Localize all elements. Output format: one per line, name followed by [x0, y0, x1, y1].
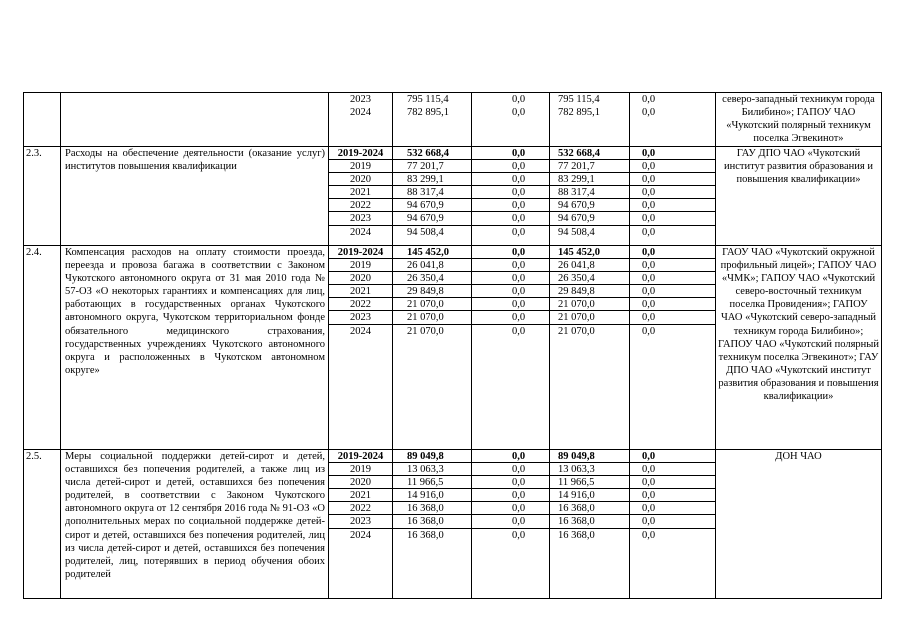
value-text: 0,0 — [472, 246, 549, 259]
table-row — [24, 450, 882, 599]
year-label: 2023 — [329, 212, 392, 225]
value-text: 14 916,0 — [393, 489, 471, 502]
executor-cell: северо-западный техникум города Билибино»; ГАПОУ ЧАО «Чукотский полярный техникум поселка Эгвекинот» — [716, 93, 882, 147]
item-name: Меры социальной поддержки детей-сирот и детей, оставшихся без попечения родителей, а также лиц из числа детей-сирот и детей, оставшихся без попечения родителей, в соответствии с Законом Чукотского автономного округа от 12 сентября 2016 года № 91-ОЗ «О дополнительных мерах по социальной поддержке детей-сирот и детей, оставшихся без попечения родителей, лиц из числа детей-сирот и детей, оставшихся без попечения родителей, лиц, потерявших в период обучения обоих родителей — [61, 450, 329, 599]
value-text: 795 115,4 — [407, 94, 449, 105]
value-text: 26 350,4 — [550, 272, 629, 285]
value-text: 0,0 — [630, 476, 715, 489]
value-text: 16 368,0 — [407, 529, 444, 541]
value-text: 0,0 — [630, 259, 715, 272]
year-cell — [329, 147, 393, 246]
value-text: 0,0 — [472, 186, 549, 199]
value-text: 16 368,0 — [558, 529, 595, 541]
table-body — [24, 93, 882, 599]
year-label: 2019 — [329, 160, 392, 173]
item-number: 2.3. — [24, 147, 61, 246]
value-text: 83 299,1 — [550, 173, 629, 186]
value-text: 0,0 — [472, 173, 549, 186]
value-text: 88 317,4 — [550, 186, 629, 199]
value-text: 782 895,1 — [558, 107, 600, 119]
federal-value-cell — [472, 246, 550, 450]
value-text: 0,0 — [472, 147, 549, 160]
year-label: 2023 — [329, 311, 392, 324]
other-value-cell — [630, 450, 716, 599]
value-text: 0,0 — [472, 502, 549, 515]
item-name: Расходы на обеспечение деятельности (оказание услуг) институтов повышения квалификации — [61, 147, 329, 246]
year-label: 2023 — [329, 515, 392, 528]
value-text: 0,0 — [642, 325, 656, 337]
value-text: 16 368,0 — [550, 502, 629, 515]
total-value-cell — [393, 147, 472, 246]
value-text: 29 849,8 — [393, 285, 471, 298]
regional-value-cell — [550, 450, 630, 599]
year-label: 2019 — [329, 463, 392, 476]
value-text: 0,0 — [472, 463, 549, 476]
value-text: 26 041,8 — [550, 259, 629, 272]
table-row — [24, 93, 882, 147]
budget-table — [23, 92, 882, 599]
value-text: 16 368,0 — [550, 515, 629, 528]
year-label: 2022 — [329, 502, 392, 515]
value-text: 0,0 — [642, 529, 656, 541]
federal-value-cell — [472, 93, 550, 147]
value-text: 0,0 — [630, 160, 715, 173]
value-text: 0,0 — [512, 226, 526, 238]
value-text: 145 452,0 — [393, 246, 471, 259]
year-label: 2023 — [350, 94, 371, 105]
value-text: 26 350,4 — [393, 272, 471, 285]
value-text: 0,0 — [472, 272, 549, 285]
value-text: 0,0 — [472, 476, 549, 489]
year-label: 2020 — [329, 272, 392, 285]
value-text: 0,0 — [512, 529, 526, 541]
other-value-cell — [630, 246, 716, 450]
value-text: 94 670,9 — [393, 212, 471, 225]
value-text: 77 201,7 — [393, 160, 471, 173]
other-value-cell — [630, 93, 716, 147]
value-text: 532 668,4 — [550, 147, 629, 160]
regional-value-cell — [550, 246, 630, 450]
item-name: Компенсация расходов на оплату стоимости проезда, переезда и провоза багажа в соответствии с Законом Чукотского автономного округа от 31 мая 2010 года № 57-ОЗ «О некоторых гарантиях и компенсациях для лиц, работающих в государственных органах Чукотского автономного округа, Чукотском территориальном фонде обязательного медицинского страхования, государственных учреждениях Чукотского автономного округа и расположенных в Чукотском автономном округе» — [61, 246, 329, 450]
table-row — [24, 147, 882, 246]
value-text: 21 070,0 — [558, 325, 595, 337]
year-label: 2020 — [329, 173, 392, 186]
value-text: 16 368,0 — [393, 515, 471, 528]
year-label: 2022 — [329, 298, 392, 311]
regional-value-cell — [550, 147, 630, 246]
value-text: 0,0 — [472, 311, 549, 324]
year-cell — [329, 450, 393, 599]
value-text: 0,0 — [630, 515, 715, 528]
value-text: 795 115,4 — [558, 94, 600, 105]
value-text: 21 070,0 — [550, 311, 629, 324]
value-text: 89 049,8 — [393, 450, 471, 463]
value-text: 26 041,8 — [393, 259, 471, 272]
value-text: 0,0 — [630, 463, 715, 476]
value-text: 29 849,8 — [550, 285, 629, 298]
value-text: 0,0 — [512, 94, 526, 105]
value-text: 0,0 — [472, 298, 549, 311]
executor-cell: ДОН ЧАО — [716, 450, 882, 599]
value-text: 13 063,3 — [550, 463, 629, 476]
value-text: 0,0 — [472, 199, 549, 212]
value-text: 0,0 — [630, 212, 715, 225]
federal-value-cell — [472, 147, 550, 246]
year-label: 2024 — [350, 226, 371, 238]
value-text: 89 049,8 — [550, 450, 629, 463]
year-label: 2019 — [329, 259, 392, 272]
value-text: 21 070,0 — [550, 298, 629, 311]
value-text: 94 508,4 — [407, 226, 444, 238]
value-text: 0,0 — [472, 515, 549, 528]
value-text: 0,0 — [512, 107, 526, 119]
value-text: 0,0 — [630, 298, 715, 311]
value-text: 145 452,0 — [550, 246, 629, 259]
value-text: 0,0 — [630, 147, 715, 160]
value-text: 11 966,5 — [393, 476, 471, 489]
value-text: 94 670,9 — [550, 212, 629, 225]
executor-cell: ГАОУ ЧАО «Чукотский окружной профильный лицей»; ГАПОУ ЧАО «ЧМК»; ГАПОУ ЧАО «Чукотский северо-восточный техникум поселка Провидения»; ГАПОУ ЧАО «Чукотский северо-западный техникум города Билибино»; ГАПОУ ЧАО «Чукотский полярный техникум поселка Эгвекинот»; ГАУ ДПО ЧАО «Чукотский институт развития образования и повышения квалификации» — [716, 246, 882, 450]
federal-value-cell — [472, 450, 550, 599]
year-cell — [329, 246, 393, 450]
year-cell — [329, 93, 393, 147]
value-text: 0,0 — [642, 107, 656, 119]
year-label: 2021 — [329, 489, 392, 502]
year-label: 2024 — [350, 325, 371, 337]
executor-cell: ГАУ ДПО ЧАО «Чукотский институт развития образования и повышения квалификации» — [716, 147, 882, 246]
value-text: 0,0 — [472, 259, 549, 272]
year-label: 2019-2024 — [329, 246, 392, 259]
total-value-cell — [393, 246, 472, 450]
value-text: 0,0 — [630, 489, 715, 502]
value-text: 0,0 — [472, 285, 549, 298]
value-text: 782 895,1 — [407, 107, 449, 119]
item-number: 2.4. — [24, 246, 61, 450]
value-text: 83 299,1 — [393, 173, 471, 186]
value-text: 0,0 — [630, 285, 715, 298]
regional-value-cell — [550, 93, 630, 147]
value-text: 532 668,4 — [393, 147, 471, 160]
value-text: 16 368,0 — [393, 502, 471, 515]
value-text: 0,0 — [630, 450, 715, 463]
value-text: 0,0 — [472, 489, 549, 502]
value-text: 88 317,4 — [393, 186, 471, 199]
value-text: 11 966,5 — [550, 476, 629, 489]
year-label: 2021 — [329, 285, 392, 298]
value-text: 0,0 — [630, 246, 715, 259]
value-text: 0,0 — [472, 212, 549, 225]
value-text: 0,0 — [472, 450, 549, 463]
value-text: 94 670,9 — [550, 199, 629, 212]
value-text: 0,0 — [630, 186, 715, 199]
value-text: 0,0 — [630, 311, 715, 324]
item-name — [61, 93, 329, 147]
item-number: 2.5. — [24, 450, 61, 599]
table-row — [24, 246, 882, 450]
value-text: 0,0 — [642, 94, 656, 105]
value-text: 94 508,4 — [558, 226, 595, 238]
item-number — [24, 93, 61, 147]
value-text: 0,0 — [512, 325, 526, 337]
value-text: 0,0 — [630, 272, 715, 285]
year-label: 2024 — [350, 529, 371, 541]
value-text: 21 070,0 — [393, 311, 471, 324]
value-text: 0,0 — [472, 160, 549, 173]
total-value-cell — [393, 450, 472, 599]
value-text: 21 070,0 — [393, 298, 471, 311]
other-value-cell — [630, 147, 716, 246]
value-text: 14 916,0 — [550, 489, 629, 502]
year-label: 2020 — [329, 476, 392, 489]
value-text: 21 070,0 — [407, 325, 444, 337]
value-text: 77 201,7 — [550, 160, 629, 173]
year-label: 2019-2024 — [329, 450, 392, 463]
total-value-cell — [393, 93, 472, 147]
year-label: 2021 — [329, 186, 392, 199]
year-label: 2019-2024 — [329, 147, 392, 160]
value-text: 13 063,3 — [393, 463, 471, 476]
year-label: 2024 — [350, 107, 371, 119]
value-text: 94 670,9 — [393, 199, 471, 212]
value-text: 0,0 — [630, 199, 715, 212]
value-text: 0,0 — [630, 502, 715, 515]
year-label: 2022 — [329, 199, 392, 212]
value-text: 0,0 — [642, 226, 656, 238]
value-text: 0,0 — [630, 173, 715, 186]
